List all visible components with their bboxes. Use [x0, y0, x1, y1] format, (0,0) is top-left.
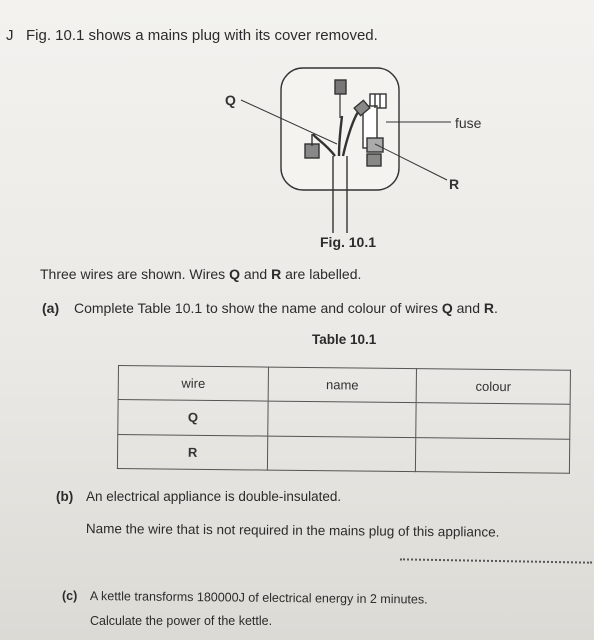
- part-c-line2: Calculate the power of the kettle.: [90, 614, 273, 628]
- part-a-text: [74, 300, 498, 316]
- wires-table: [117, 365, 571, 474]
- header-colour: colour: [416, 369, 570, 405]
- cell-wire-q: Q: [118, 400, 268, 436]
- question-marker: J: [6, 27, 14, 44]
- cell-colour-r[interactable]: [415, 437, 569, 473]
- paragraph-q: Q: [229, 266, 240, 282]
- paragraph-text-2: and: [239, 266, 272, 282]
- paragraph-text-3: are labelled.: [281, 266, 362, 282]
- cell-name-q[interactable]: [268, 401, 416, 437]
- question-intro: Fig. 10.1 shows a mains plug with its cover removed.: [26, 27, 378, 44]
- table-row: [118, 400, 570, 439]
- part-b-line1: An electrical appliance is double-insulated.: [86, 489, 342, 504]
- part-a-text-3: .: [494, 300, 498, 316]
- paragraph-text-1: Three wires are shown. Wires: [40, 266, 230, 282]
- figure-label-q: Q: [225, 92, 236, 108]
- neutral-terminal: [305, 144, 319, 158]
- cell-colour-q[interactable]: [416, 403, 570, 439]
- part-c-line1: A kettle transforms 180000J of electrical energy in 2 minutes.: [89, 589, 428, 607]
- part-c-label: (c): [62, 589, 78, 603]
- table-header-row: [118, 366, 570, 405]
- part-b-line2: Name the wire that is not required in the mains plug of this appliance.: [85, 521, 500, 540]
- wires-paragraph: [40, 266, 361, 282]
- figure-label-fuse: fuse: [455, 115, 482, 131]
- cell-name-r[interactable]: [267, 436, 415, 472]
- table-row: [117, 434, 569, 473]
- header-wire: wire: [118, 366, 268, 402]
- fuse-bottom-clip: [367, 138, 383, 152]
- earth-pin: [335, 80, 346, 94]
- part-a-r: R: [483, 300, 494, 316]
- part-a-text-2: and: [452, 300, 484, 316]
- paragraph-r: R: [271, 266, 282, 282]
- live-bottom-terminal: [367, 154, 381, 166]
- table-title: Table 10.1: [312, 332, 377, 347]
- plug-diagram: [215, 58, 505, 238]
- cell-wire-r: R: [117, 434, 267, 470]
- part-a-text-1: Complete Table 10.1 to show the name and colour of wires: [74, 300, 442, 316]
- header-name: name: [268, 367, 416, 403]
- figure-label-r: R: [449, 176, 460, 192]
- part-a-label: (a): [42, 300, 60, 316]
- part-a-q: Q: [441, 300, 453, 316]
- answer-line-b[interactable]: [400, 558, 592, 563]
- figure-caption: Fig. 10.1: [320, 234, 377, 250]
- part-b-label: (b): [56, 489, 74, 504]
